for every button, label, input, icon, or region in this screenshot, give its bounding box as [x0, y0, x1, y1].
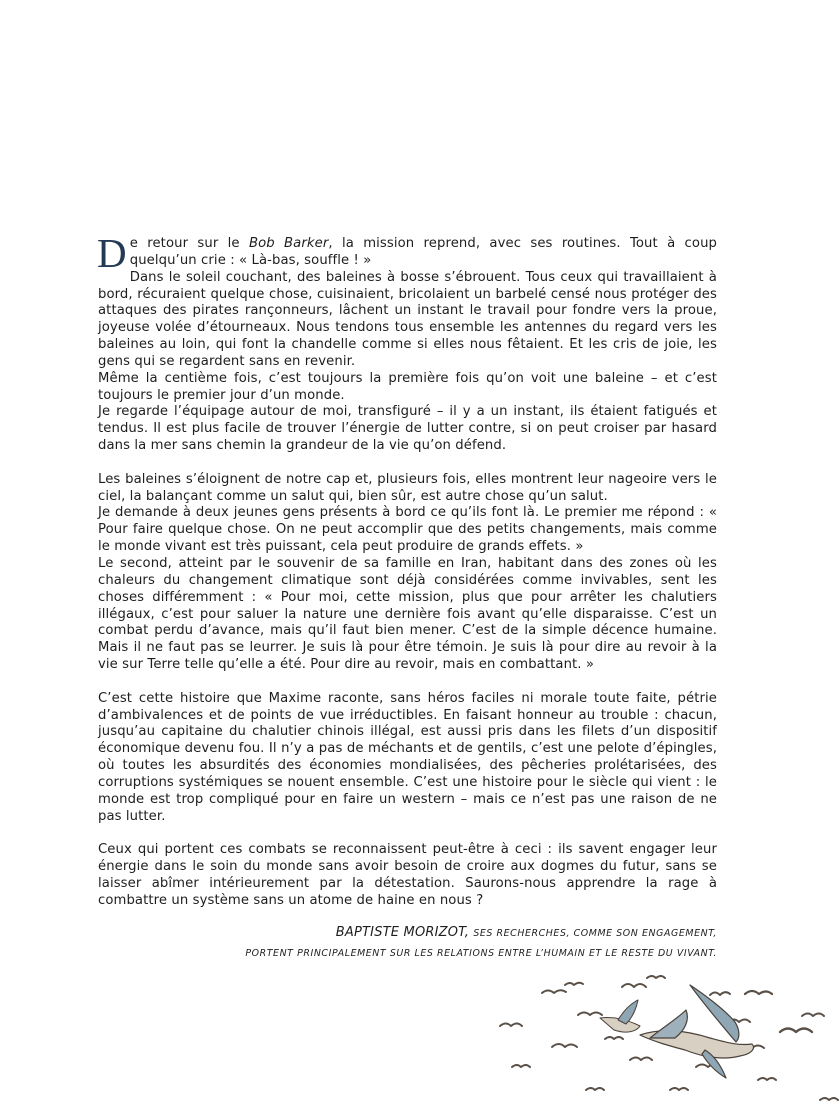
paragraph: Même la centième fois, c’est toujours la première fois qu’on voit une baleine – et c’est toujours le premier jour d’un monde. — [98, 370, 717, 403]
large-bird-icon — [640, 985, 754, 1078]
essay-text — [97, 230, 717, 910]
paragraph: Je demande à deux jeunes gens présents à bord ce qu’ils font là. Le premier me répond : « Pour faire quelque chose. On ne peut accomplir que des petits changements, mais comme le monde vivant est très puissant, cela peut produire de grands effets. » — [98, 505, 717, 555]
bird-icon — [542, 990, 566, 993]
paragraph: De retour sur le Bob Barker, la mission reprend, avec ses routines. Tout à coup quelqu’un crie : « Là-bas, souffle ! » — [97, 230, 717, 276]
bird-icon — [647, 976, 665, 978]
paragraph: Ceux qui portent ces combats se reconnaissent peut-être à ceci : ils savent engager leur énergie dans le soin du monde sans avoir besoin de croire aux dogmes du futur, sans se laisser abîmer intérieurement par la détestation. Saurons-nous apprendre la rage à combattre un système sans un atome de haine en nous ? — [98, 842, 717, 908]
author-signature — [245, 922, 717, 964]
bird-icon — [820, 1098, 838, 1100]
bird-icon — [710, 992, 730, 995]
paragraph: Je regarde l’équipage autour de moi, transfiguré – il y a un instant, ils étaient fatigués et tendus. Il est plus facile de trouver l’énergie de lutter contre, si on peut croiser par hasard dans la mer sans chemin la grandeur de la vie qu’on défend. — [98, 404, 717, 454]
medium-bird-icon — [600, 1000, 640, 1032]
bird-icon — [512, 1065, 530, 1067]
drop-cap: D — [97, 230, 127, 276]
bird-icon — [565, 983, 583, 985]
bird-icon — [552, 1044, 577, 1047]
bird-icon — [586, 1088, 604, 1090]
bird-icon — [605, 1037, 623, 1039]
bird-icon — [758, 1078, 776, 1080]
bird-icon — [630, 1058, 652, 1061]
paragraph: Le second, atteint par le souvenir de sa famille en Iran, habitant dans des zones où les chaleurs du changement climatique sont déjà considérées comme invivables, sent les choses différemment : « Pour moi, cette mission, plus que pour arrêter les chalutiers illégaux, c’est pour saluer la nature une dernière fois avant qu’elle disparaisse. C’est un combat perdu d’avance, mais qu’il faut bien mener. C’est de la simple décence humaine. Mais il ne faut pas se leurrer. Je suis là pour être témoin. Je suis là pour dire au revoir à la vie sur Terre telle qu’elle a été. Pour dire au revoir, mais en combattant. » — [98, 555, 717, 673]
paragraph: Dans le soleil couchant, des baleines à bosse s’ébrouent. Tous ceux qui travaillaient à bord, récuraient quelque chose, cuisinaient, bricolaient un barbelé censé nous protéger des attaques des pirates rançonneurs, lâchent un instant le travail pour fondre vers la proue, joyeuse volée d’étourneaux. Nous tendons tous ensemble les antennes du regard vers les baleines au loin, qui font la chandelle comme si elles nous fêtaient. Et les cris de joie, les gens qui se regardent sans en revenir. — [98, 269, 717, 369]
paragraph: Les baleines s’éloignent de notre cap et, plusieurs fois, elles montrent leur nageoire vers le ciel, la balançant comme un salut qui, bien sûr, est autre chose qu’un salut. — [98, 471, 717, 504]
birds-illustration — [490, 960, 840, 1104]
bird-icon — [670, 1088, 688, 1090]
author-bio-line-1: SES RECHERCHES, COMME SON ENGAGEMENT, — [473, 928, 717, 939]
author-bio-line-2: PORTENT PRINCIPALEMENT SUR LES RELATIONS ENTRE L’HUMAIN ET LE RESTE DU VIVANT. — [245, 948, 717, 959]
bird-icon — [780, 1029, 812, 1033]
bird-icon — [745, 991, 772, 994]
bird-icon — [500, 1024, 522, 1027]
ship-name: Bob Barker — [248, 236, 329, 251]
bird-icon — [622, 984, 646, 987]
paragraph: C’est cette histoire que Maxime raconte, sans héros faciles ni morale toute faite, pétrie d’ambivalences et de points de vue irréductibles. En faisant honneur au trouble : chacun, jusqu’au capitaine du chalutier chinois illégal, est aussi pris dans les filets d’un dispositif économique devenu fou. Il n’y a pas de méchants et de gentils, c’est une pelote d’épingles, où toutes les absurdités des économies mondialisées, des pêcheries prolétarisées, des corruptions systémiques se nouent ensemble. C’est une histoire pour le siècle qui vient : le monde est trop compliqué pour en faire un western – mais ce n’est pas une raison de ne pas lutter. — [98, 690, 717, 824]
bird-icon — [802, 1014, 824, 1017]
bird-icon — [578, 1013, 602, 1016]
author-name: BAPTISTE MORIZOT, — [335, 925, 470, 940]
